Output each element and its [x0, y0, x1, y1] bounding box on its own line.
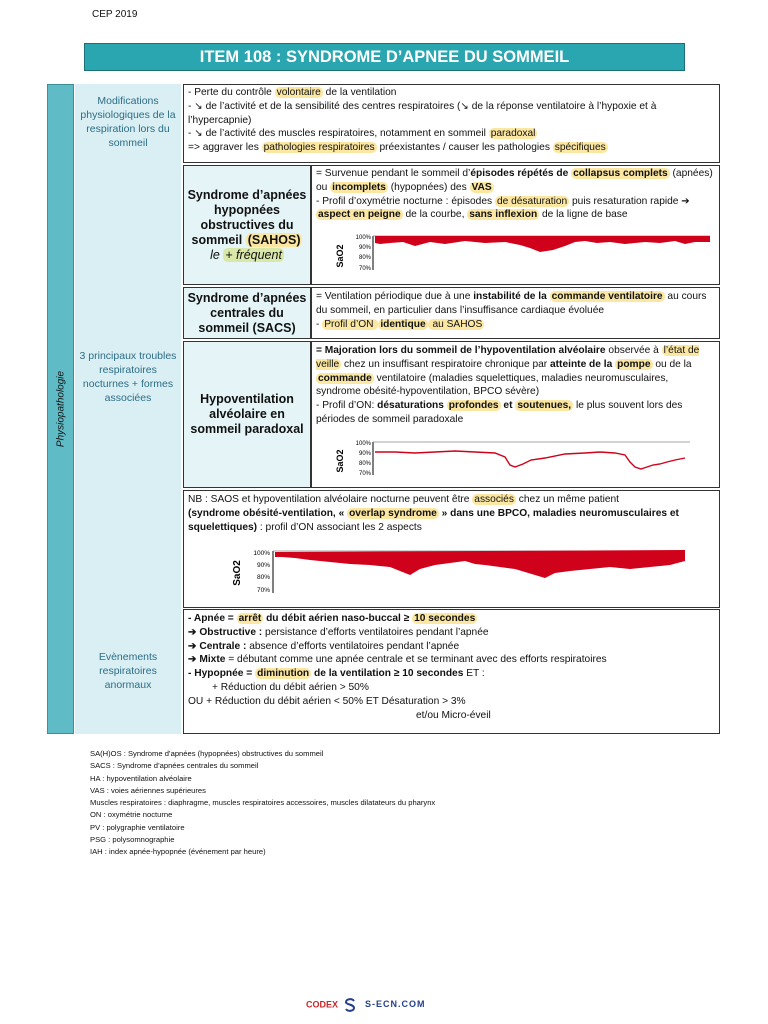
nb-oximetry-chart — [230, 545, 690, 601]
footnote: ON : oxymétrie nocturne — [90, 810, 173, 820]
tick-80: 80% — [358, 461, 371, 467]
events-criterion-2: OU + Réduction du débit aérien < 50% ET Désaturation > 3% — [188, 695, 466, 707]
events-box — [183, 609, 720, 734]
footnote: HA : hypoventilation alvéolaire — [90, 773, 192, 783]
events-centrale: ➔ Centrale : absence d’efforts ventilatoires pendant l’apnée — [188, 640, 460, 652]
chart-ylabel: SaO2 — [335, 449, 345, 473]
sahos-text-2: - Profil d’oxymétrie nocturne : épisodes de désaturation puis resaturation rapide ➔ aspect en peigne de la courbe, sans inflexion de la ligne de base — [316, 195, 690, 221]
sacs-text-1: = Ventilation périodique due à une instabilité de la commande ventilatoire au cours du sommeil, en particulier dans l’insuffisance cardiaque évoluée — [316, 291, 707, 316]
side-tab — [47, 84, 74, 734]
chart-ylabel: SaO2 — [335, 244, 345, 268]
footnote: VAS : voies aériennes supérieures — [90, 785, 206, 795]
tick-70: 70% — [358, 266, 371, 272]
events-criterion-3: et/ou Micro-éveil — [416, 709, 491, 721]
events-obstructive: ➔ Obstructive : persistance d’efforts ventilatoires pendant l’apnée — [188, 626, 489, 638]
tick-90: 90% — [256, 562, 270, 569]
modif-line-4: => aggraver les pathologies respiratoires préexistantes / causer les pathologies spécifiques — [188, 142, 606, 154]
tick-100: 100% — [253, 550, 270, 557]
nb-text-2: (syndrome obésité-ventilation, « overlap syndrome » dans une BPCO, maladies neuromusculaires et squelettiques) : profil d’ON associant les 2 aspects — [188, 507, 679, 533]
sacs-text-2: - Profil d’ON identique au SAHOS — [316, 318, 483, 330]
nb-curve — [275, 550, 685, 578]
hypo-curve — [375, 451, 685, 469]
tick-70: 70% — [358, 471, 371, 477]
footnote: SA(H)OS : Syndrome d’apnées (hypopnées) obstructives du sommeil — [90, 749, 324, 758]
tick-90: 90% — [358, 245, 371, 251]
events-mixte: ➔ Mixte = débutant comme une apnée centrale et se terminant avec des efforts respiratoires — [188, 654, 607, 666]
footnote: PSG : polysomnographie — [90, 835, 175, 845]
events-hypopnee: - Hypopnée = diminution de la ventilation ≥ 10 secondes ET : — [188, 668, 485, 680]
events-criterion-1: + Réduction du débit aérien > 50% — [212, 681, 369, 693]
footnotes — [90, 748, 435, 859]
footnote: SACS : Syndrome d’apnées centrales du sommeil — [90, 761, 259, 771]
tick-90: 90% — [358, 451, 371, 457]
hypo-text-2: - Profil d’ON: désaturations profondes et soutenues, le plus souvent lors des périodes de sommeil paradoxale — [316, 400, 683, 425]
label-evenements: Evènements respiratoires anormaux — [98, 651, 158, 691]
left-column — [75, 84, 181, 734]
sahos-name: Syndrome d’apnées hypopnées obstructives du sommeil (SAHOS) le + fréquent — [183, 165, 311, 285]
side-tab-label: Physiopathologie — [55, 370, 66, 448]
tick-80: 80% — [358, 255, 371, 261]
nb-text-1: NB : SAOS et hypoventilation alvéolaire nocturne peuvent être associés chez un même patient — [188, 494, 620, 505]
chart-ylabel: SaO2 — [232, 560, 243, 586]
page-title: ITEM 108 : SYNDROME D’APNEE DU SOMMEIL — [84, 43, 685, 71]
sahos-text-1: = Survenue pendant le sommeil d’épisodes répétés de collapsus complets (apnées) ou incomplets (hypopnées) des VAS — [316, 168, 713, 193]
tick-70: 70% — [256, 587, 270, 594]
modif-line-1: - Perte du contrôle volontaire de la ventilation — [188, 87, 397, 98]
header-code: CEP 2019 — [92, 9, 138, 20]
tick-100: 100% — [355, 441, 371, 447]
brand-s-icon — [344, 998, 356, 1012]
sahos-oximetry-chart — [335, 230, 715, 276]
sacs-name: Syndrome d’apnées centrales du sommeil (SACS) — [183, 287, 311, 339]
brand-codex: CODEX — [306, 999, 339, 1010]
brand-footer — [306, 998, 426, 1012]
sacs-desc — [311, 287, 720, 339]
footnote: PV : polygraphie ventilatoire — [90, 822, 185, 832]
sahos-curve — [375, 236, 710, 252]
hypo-name: Hypoventilation alvéolaire en sommeil paradoxal — [183, 341, 311, 488]
label-troubles: 3 principaux troubles respiratoires nocturnes + formes associées — [79, 350, 177, 404]
tick-100: 100% — [355, 235, 371, 241]
brand-secn: S-ECN.COM — [365, 999, 426, 1010]
footnote: IAH : index apnée-hypopnée (événement par heure) — [90, 847, 266, 857]
label-modifications: Modifications physiologiques de la respiration lors du sommeil — [80, 95, 176, 149]
footnote: Muscles respiratoires : diaphragme, muscles respiratoires accessoires, muscles dilatateurs du pharynx — [90, 798, 436, 808]
events-apnee: - Apnée = arrêt du débit aérien naso-buccal ≥ 10 secondes — [188, 613, 476, 624]
modifications-box — [183, 84, 720, 163]
modif-line-2: - ↘ de l’activité et de la sensibilité des centres respiratoires (↘ de la réponse ventilatoire à l’hypoxie et à l’hypercapnie) — [188, 100, 657, 126]
tick-80: 80% — [256, 574, 270, 581]
hypo-text-1: = Majoration lors du sommeil de l’hypoventilation alvéolaire observée à l’état de veille chez un insuffisant respiratoire chronique par atteinte de la pompe ou de la commande ventilatoire (maladies squelettiques, maladies neuromusculaires, syndrome obésité-hypoventilation, BPCO sévère) — [316, 345, 700, 398]
modif-line-3: - ↘ de l’activité des muscles respiratoires, notamment en sommeil paradoxal — [188, 128, 536, 140]
hypo-oximetry-chart — [335, 437, 695, 483]
